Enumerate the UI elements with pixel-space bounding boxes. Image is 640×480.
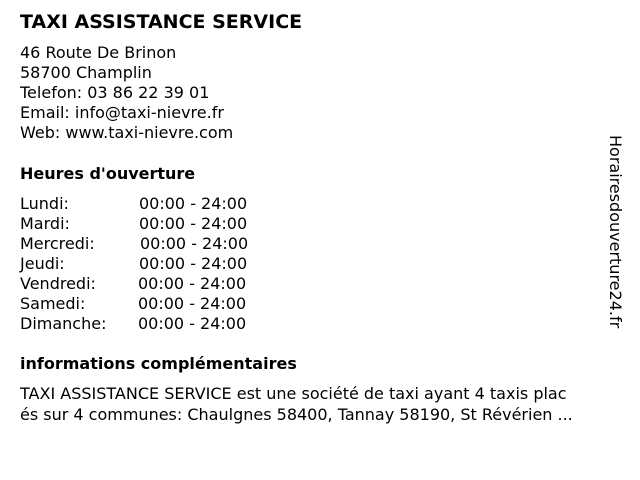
time-range: 00:00 - 24:00 <box>138 294 247 313</box>
time-range: 00:00 - 24:00 <box>140 234 249 253</box>
time-range: 00:00 - 24:00 <box>139 254 248 273</box>
source-watermark: Horairesdouverture24.fr <box>606 135 625 329</box>
additional-info-text <box>20 383 628 425</box>
day-label: Dimanche: <box>20 314 107 333</box>
description-line-1: TAXI ASSISTANCE SERVICE est une société de taxi ayant 4 taxis plac <box>20 384 567 403</box>
email-address: Email: info@taxi-nievre.fr <box>20 103 224 122</box>
additional-info-heading: informations complémentaires <box>20 354 297 373</box>
day-label: Mercredi: <box>20 234 95 253</box>
contact-block <box>20 43 233 143</box>
time-range: 00:00 - 24:00 <box>139 214 248 233</box>
address-line-1: 46 Route De Brinon <box>20 43 177 62</box>
phone-number: Telefon: 03 86 22 39 01 <box>20 83 210 102</box>
address-line-2: 58700 Champlin <box>20 63 152 82</box>
description-line-2: és sur 4 communes: Chaulgnes 58400, Tannay 58190, St Révérien ... <box>20 405 573 424</box>
day-label: Lundi: <box>20 194 69 213</box>
day-label: Samedi: <box>20 294 86 313</box>
day-label: Jeudi: <box>20 254 65 273</box>
time-range: 00:00 - 24:00 <box>138 314 247 333</box>
time-range: 00:00 - 24:00 <box>139 194 248 213</box>
opening-hours-heading: Heures d'ouverture <box>20 164 196 183</box>
website: Web: www.taxi-nievre.com <box>20 123 234 142</box>
day-label: Mardi: <box>20 214 70 233</box>
business-name: TAXI ASSISTANCE SERVICE <box>20 11 303 33</box>
day-label: Vendredi: <box>20 274 96 293</box>
time-range: 00:00 - 24:00 <box>138 274 247 293</box>
